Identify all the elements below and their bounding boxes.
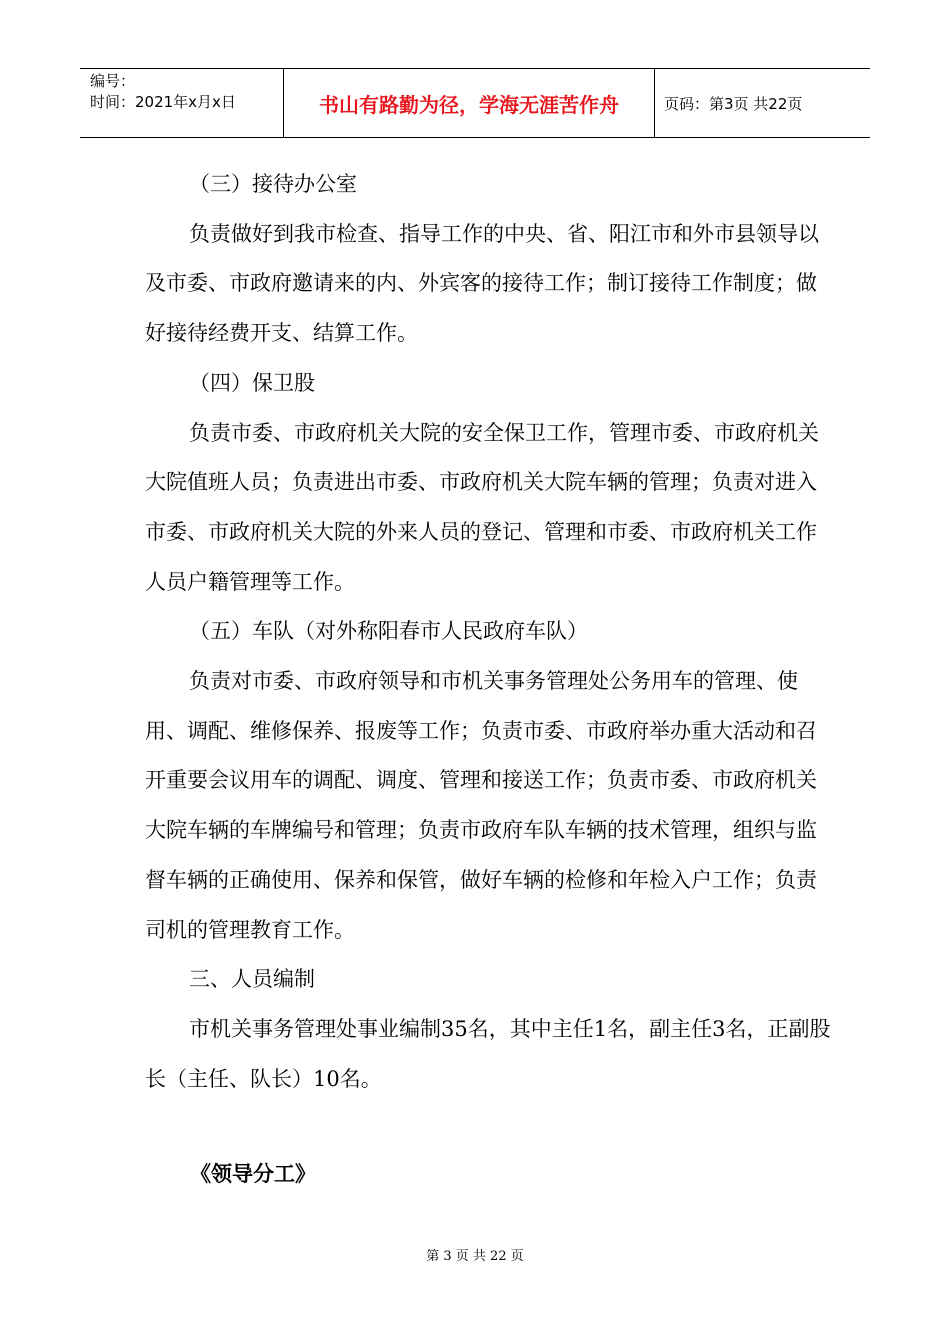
paragraph: 负责市委、市政府机关大院的安全保卫工作，管理市委、市政府机关大院值班人员；负责进出市委、市政府机关大院车辆的管理；负责对进入市委、市政府机关大院的外来人员的登记、管理和市委、市政府机关工作人员户籍管理等工作。 (145, 420, 819, 594)
paragraph: 市机关事务管理处事业编制35名，其中主任1名，副主任3名，正副股长（主任、队长）10名。 (145, 1016, 831, 1091)
header-meta (80, 69, 283, 137)
header-page-info: 页码：第3页 共22页 (664, 94, 803, 113)
page-header (80, 68, 870, 138)
subsection-heading: （五）车队（对外称阳春市人民政府车队） (189, 619, 588, 644)
section-title: 《领导分工》 (190, 1161, 316, 1186)
subsection-heading: （四）保卫股 (189, 370, 315, 395)
section-heading: 三、人员编制 (189, 967, 315, 992)
paragraph: 负责对市委、市政府领导和市机关事务管理处公务用车的管理、使用、调配、维修保养、报废等工作；负责市委、市政府举办重大活动和召开重要会议用车的调配、调度、管理和接送工作；负责市委、市政府机关大院车辆的车牌编号和管理；负责市政府车队车辆的技术管理，组织与监督车辆的正确使用、保养和保管，做好车辆的检修和年检入户工作；负责司机的管理教育工作。 (145, 669, 817, 942)
paragraph: 负责做好到我市检查、指导工作的中央、省、阳江市和外市县领导以及市委、市政府邀请来的内、外宾客的接待工作；制订接待工作制度；做好接待经费开支、结算工作。 (145, 221, 819, 346)
subsection-heading: （三）接待办公室 (189, 172, 357, 196)
header-motto: 书山有路勤为径，学海无涯苦作舟 (283, 69, 655, 137)
number-label: 编号： (90, 72, 136, 90)
page-footer: 第 3 页 共 22 页 (426, 1249, 524, 1264)
document-body (145, 160, 835, 1104)
time-label: 时间：2021年x月x日 (90, 93, 236, 111)
